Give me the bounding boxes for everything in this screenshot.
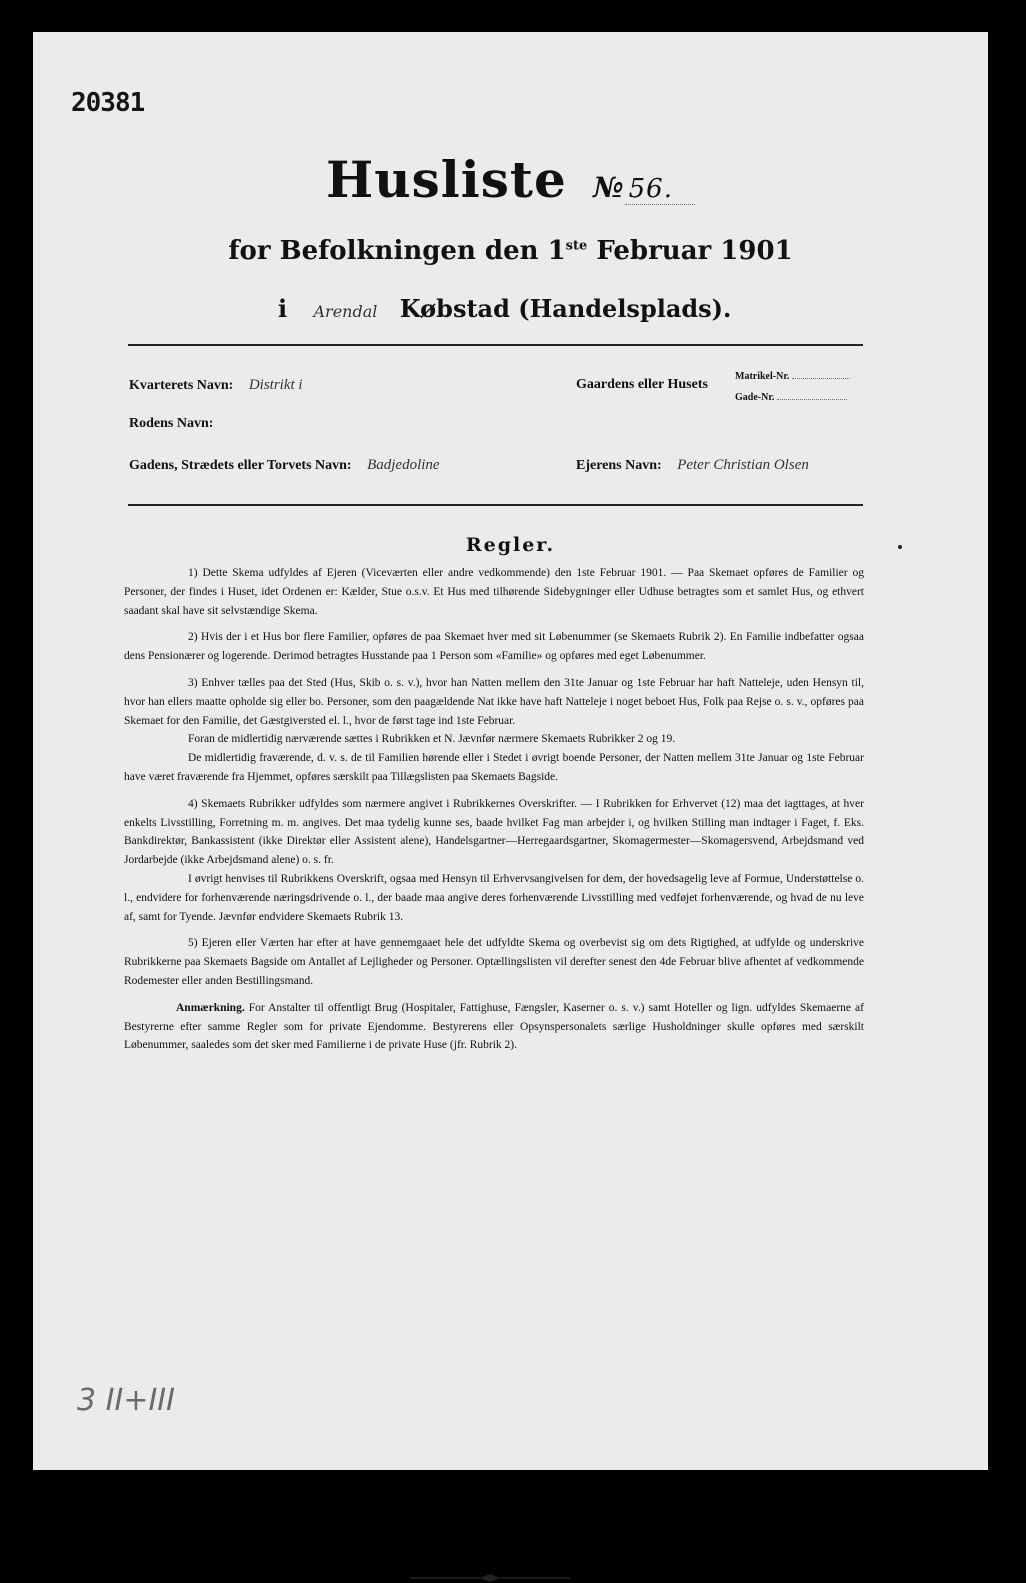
document-sheet xyxy=(33,32,988,1470)
town-name-handwritten: Arendal xyxy=(313,302,378,321)
title-text: Husliste xyxy=(325,150,567,209)
rule-3b: Foran de midlertidig nærværende sættes i Rubrikken et N. Jævnfør nærmere Skemaets Rubrikker 2 og 19. xyxy=(188,733,676,746)
rules-body xyxy=(124,564,864,1063)
location-prefix: i xyxy=(278,294,288,323)
rode-label: Rodens Navn: xyxy=(129,416,214,431)
rules-heading: Regler. xyxy=(465,534,556,556)
rule-5: 5) Ejeren eller Værten har efter at have gennemgaaet hele det udfyldte Skema og overbevist sig om dets Rigtighed, at udfylde og underskrive Rubrikkerne paa Skemaets Bagside om Antallet af Lejligheder og Personer. Optællingslisten vil derefter senest den 4de Februar blive afhentet af vedkommende Rodemester eller anden Bestillingsmand. xyxy=(124,937,864,987)
matrikel-label: Matrikel-Nr. xyxy=(735,371,790,382)
subtitle-part1: for Befolkningen den 1 xyxy=(228,236,566,266)
gadenr-field xyxy=(735,392,847,403)
speck xyxy=(898,545,902,549)
pencil-mark xyxy=(73,1372,213,1422)
archive-stamp: 20381 xyxy=(71,88,145,118)
kvarter-field xyxy=(129,377,303,394)
kvarter-value: Distrikt i xyxy=(248,377,303,393)
kvarter-label: Kvarterets Navn: xyxy=(129,378,234,393)
house-number: 56. xyxy=(625,174,695,205)
rule-4: 4) Skemaets Rubrikker udfyldes som nærmere angivet i Rubrikkernes Overskrifter. — I Rubrikken for Erhvervet (12) maa det iagttages, at hver enkelts Livsstilling, Forretning m. m. angives. Det maa tydelig kunne ses, baade hvilket Fag man arbejder i, og hvilken Stilling man indtager i Faget, f. Eks. Bankdirektør, Bankassistent (ikke Direktør eller Assistent alene), Handelsgartner—Herregaardsgartner, Skomagermester—Skomagersvend, Arbejdsmand ved Jordarbejde (ikke Arbejdsmand alene) o. s. fr. xyxy=(124,797,864,867)
rode-field xyxy=(129,416,213,432)
rule-2: 2) Hvis der i et Hus bor flere Familier, opføres de paa Skemaet hver med sit Løbenummer (se Skemaets Rubrik 2). En Familie indbefatter ogsaa dens Pensionærer og logerende. Derimod betragtes Husstande paa 1 Person som «Familie» og opføres med eget Løbenummer. xyxy=(124,631,864,663)
note-text: For Anstalter til offentligt Brug (Hospitaler, Fattighuse, Fængsler, Kaserner o. s. v.) samt Hoteller og lign. udfyldes Skemaerne af Bestyrerne efter samme Regler som for private Ejendomme. Bestyrerens eller Opsynspersonalets særlige Husholdninger skulle opføres med særskilt Løbenummer, saaledes som det sker med Familierne i de private Huse (jfr. Rubrik 2). xyxy=(124,1001,864,1052)
subtitle-part2: Februar 1901 xyxy=(587,236,793,266)
annotation-note xyxy=(124,999,864,1055)
top-divider xyxy=(128,344,863,346)
location-line xyxy=(278,294,731,323)
number-prefix: № xyxy=(593,171,625,204)
census-date-line xyxy=(33,236,988,266)
rule-4b: I øvrigt henvises til Rubrikkens Overskrift, ogsaa med Hensyn til Erhvervsangivelsen for dem, der hovedsagelig leve af Formue, Understøttelse o. l., endvidere for forhenværende næringsdrivende o. l., der baade maa angive deres forhenværende Livsstilling med vedføjet forhenværende, og hvad de nu leve af, samt for Tyende. Jævnfør endvidere Skemaets Rubrik 13. xyxy=(124,872,864,923)
eier-field xyxy=(576,457,809,474)
gaard-label: Gaardens eller Husets xyxy=(576,377,708,392)
gaard-field xyxy=(576,377,708,393)
bottom-divider xyxy=(128,504,863,506)
rule-3: 3) Enhver tælles paa det Sted (Hus, Skib o. s. v.), hvor han Natten mellem den 31te Januar og 1ste Februar har haft Natteleje, uden Hensyn til, hvor han ellers maatte opholde sig eller bo. Personer, som den paagældende Nat ikke have haft Natteleje i noget beboet Hus, Folk paa Rejse o. s. v., opføres paa Skemaet for den Familie, det Gæstgiversted el. l., hvor de først tage ind 1ste Februar. xyxy=(124,676,864,727)
gade-value: Badjedoline xyxy=(367,457,440,473)
matrikel-field xyxy=(735,371,850,382)
page-title xyxy=(33,150,988,209)
gadenr-label: Gade-Nr. xyxy=(735,392,775,403)
subtitle-sup: ste xyxy=(565,238,588,254)
rule-3c: De midlertidig fraværende, d. v. s. de til Familien hørende eller i Stedet i øvrigt boende Personer, der Natten mellem 31te Januar og 1ste Februar have været fraværende fra Hjemmet, opføres særskilt paa Tillægslisten paa Skemaets Bagside. xyxy=(124,752,864,783)
note-label: Anmærkning. xyxy=(176,1001,245,1014)
ornament-divider xyxy=(410,1573,570,1583)
gade-label: Gadens, Strædets eller Torvets Navn: xyxy=(129,458,352,473)
pencil-note: 3 II+III xyxy=(77,1383,175,1418)
rule-1: 1) Dette Skema udfyldes af Ejeren (Viceværten eller andre vedkommende) den 1ste Februar 1901. — Paa Skemaet opføres de Familier og Personer, der findes i Huset, idet Ordenen er: Kælder, Stue o.s.v. Et Hus med tilhørende Sidebygninger eller Udhuse betragtes som et samlet Hus, og ethvert saadant skal have sit selvstændige Skema. xyxy=(124,567,864,617)
eier-label: Ejerens Navn: xyxy=(576,458,662,473)
location-suffix: Købstad (Handelsplads). xyxy=(399,294,732,323)
gade-field xyxy=(129,457,440,474)
eier-value: Peter Christian Olsen xyxy=(677,457,809,473)
